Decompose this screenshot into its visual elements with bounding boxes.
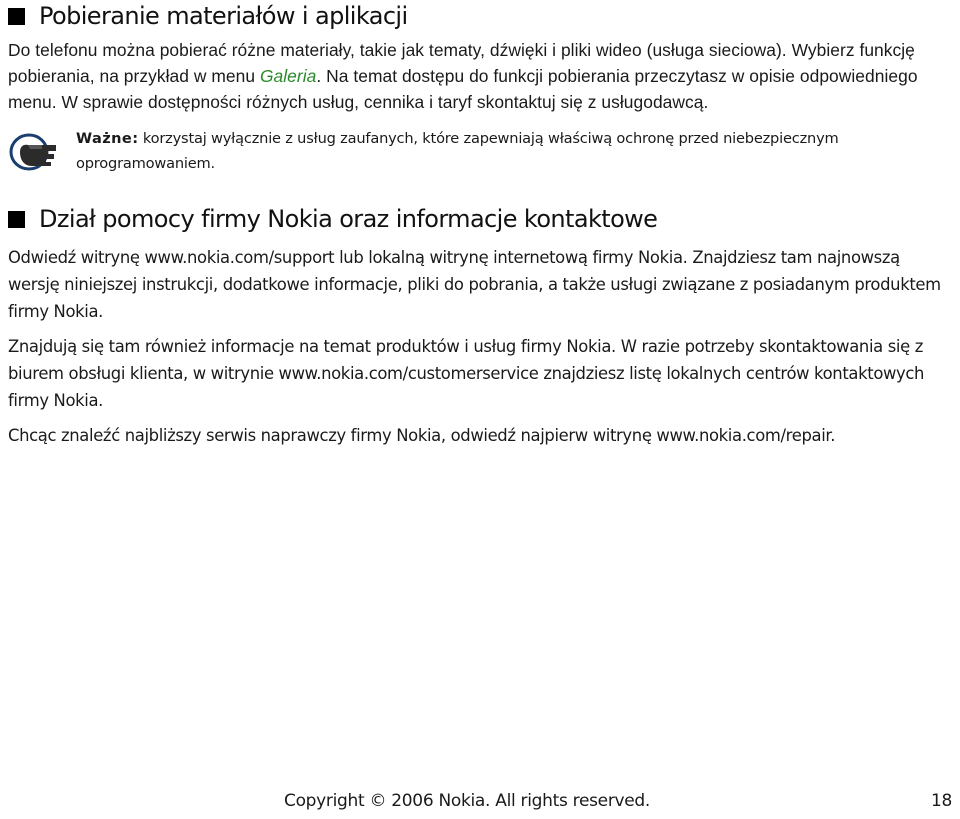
paragraph-text: Do telefonu można pobierać różne materiały, takie jak tematy, dźwięki i pliki wideo (usługa sieciowa). Wybierz funkcję pobierania, na przykład w menu [8,40,915,86]
important-note [8,126,952,182]
page-number: 18 [930,791,952,811]
support-paragraph-2: Znajdują się tam również informacje na temat produktów i usług firmy Nokia. W razie potrzeby skontaktowania się z biurem obsługi klienta, w witrynie www.nokia.com/customerservice znajdziesz listę lokalnych centrów kontaktowych firmy Nokia. [8,337,925,410]
section-heading-downloads [8,2,408,30]
paragraph-text: . Na temat dostępu do funkcji pobierania przeczytasz w opisie odpowiedniego menu. W sprawie dostępności różnych usług, cennika i taryf skontaktuj się z usługodawcą. [8,66,918,112]
page-footer [0,791,960,819]
square-bullet-icon [8,8,25,25]
support-paragraph-3: Chcąc znaleźć najbliższy serwis naprawczy firmy Nokia, odwiedź najpierw witrynę www.nokia.com/repair. [8,426,836,445]
section-heading-support [8,205,657,233]
copyright-notice: Copyright © 2006 Nokia. All rights reserved. [284,791,651,811]
support-paragraph-1: Odwiedź witrynę www.nokia.com/support lub lokalną witrynę internetową firmy Nokia. Znajdziesz tam najnowszą wersję niniejszej instrukcji, dodatkowe informacje, pliki do pobrania, a także usługi związane z posiadanym produktem firmy Nokia. [8,248,941,321]
square-bullet-icon [8,211,25,228]
note-body: korzystaj wyłącznie z usług zaufanych, które zapewniają właściwą ochronę przed niebezpiecznym oprogramowaniem. [76,130,839,172]
section-heading-text: Dział pomocy firmy Nokia oraz informacje kontaktowe [39,205,658,233]
galeria-menu-link[interactable]: Galeria [259,66,317,86]
hand-pointer-icon [8,130,68,174]
note-text [76,126,946,176]
section-heading-text: Pobieranie materiałów i aplikacji [39,2,408,30]
note-label: Ważne: [76,130,139,147]
downloads-paragraph [8,37,952,115]
